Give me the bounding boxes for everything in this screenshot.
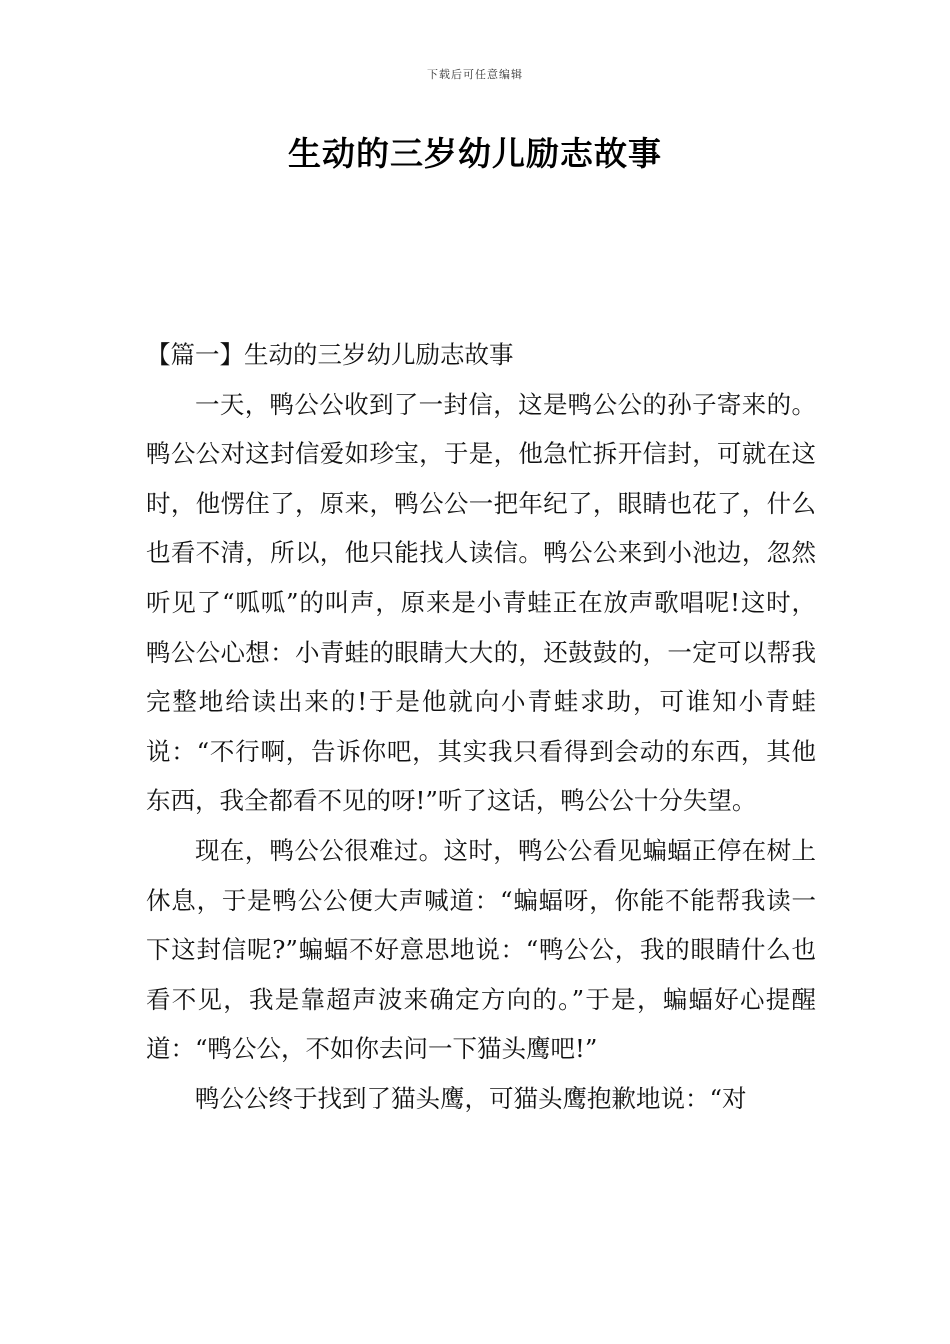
paragraph: 一天，鸭公公收到了一封信，这是鸭公公的孙子寄来的。鸭公公对这封信爱如珍宝，于是，他急忙拆开信封，可就在这时，他愣住了，原来，鸭公公一把年纪了，眼睛也花了，什么也看不清，所以，他只能找人读信。鸭公公来到小池边，忽然听见了“呱呱”的叫声，原来是小青蛙正在放声歌唱呢!这时，鸭公公心想：小青蛙的眼睛大大的，还鼓鼓的，一定可以帮我完整地给读出来的!于是他就向小青蛙求助，可谁知小青蛙说：“不行啊，告诉你吧，其实我只看得到会动的东西，其他东西，我全都看不见的呀!”听了这话，鸭公公十分失望。 [146, 389, 816, 816]
document-title: 生动的三岁幼儿励志故事 [288, 134, 662, 173]
paragraph: 鸭公公终于找到了猫头鹰，可猫头鹰抱歉地说：“对 [195, 1083, 747, 1113]
section-heading: 【篇一】生动的三岁幼儿励志故事 [146, 340, 514, 369]
document-body [146, 330, 816, 1124]
header-note: 下载后可任意编辑 [427, 68, 523, 81]
paragraph: 现在，鸭公公很难过。这时，鸭公公看见蝙蝠正停在树上休息，于是鸭公公便大声喊道：“蝙蝠呀，你能不能帮我读一下这封信呢?”蝙蝠不好意思地说：“鸭公公，我的眼睛什么也看不见，我是靠超声波来确定方向的。”于是，蝙蝠好心提醒道：“鸭公公，不如你去问一下猫头鹰吧!” [146, 835, 816, 1064]
